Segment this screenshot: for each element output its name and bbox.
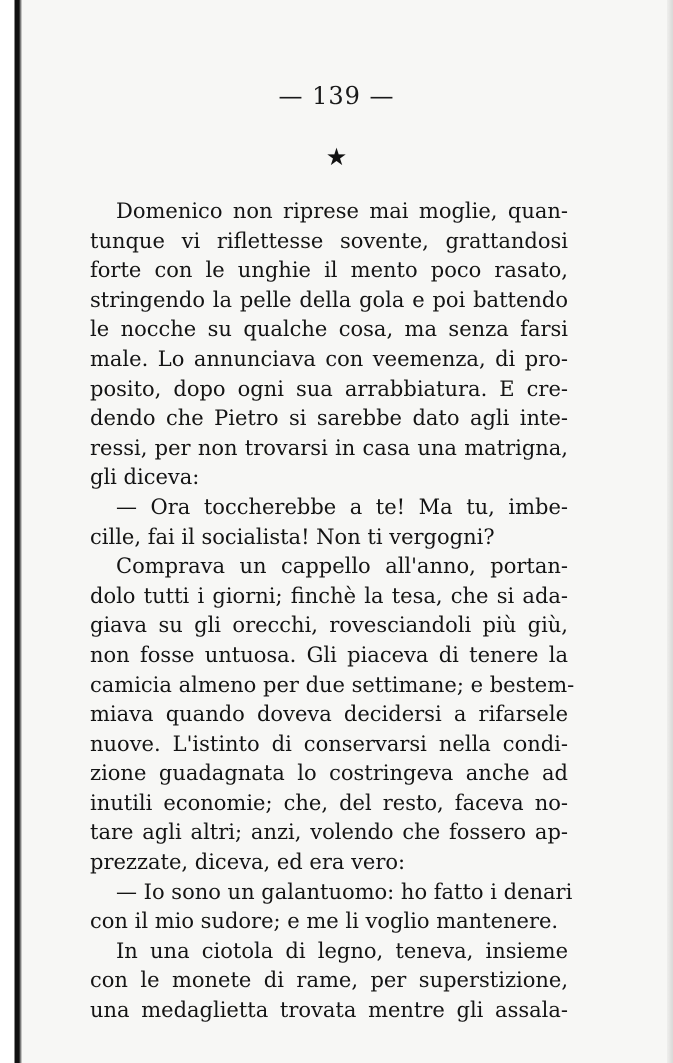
text-line: miava quando doveva decidersi a rifarsele	[90, 702, 568, 727]
text-line: con le monete di rame, per superstizione,	[90, 968, 568, 993]
text-line: inutili economie; che, del resto, faceva no-	[90, 790, 568, 815]
text-line: — Ora toccherebbe a te! Ma tu, imbe-	[116, 494, 568, 519]
text-line: una medaglietta trovata mentre gli assala-	[90, 998, 568, 1023]
text-line: cille, fai il socialista! Non ti vergogni?	[90, 524, 495, 549]
text-line: tare agli altri; anzi, volendo che fossero ap-	[90, 820, 568, 845]
text-line: giava su gli orecchi, rovesciandoli più giù,	[90, 613, 568, 638]
text-line: — Io sono un galantuomo: ho fatto i denari	[116, 879, 573, 904]
text-line: ressi, per non trovarsi in casa una matrigna,	[90, 435, 568, 460]
text-line: dendo che Pietro si sarebbe dato agli inte-	[90, 406, 568, 431]
text-line: nuove. L'istinto di conservarsi nella condi-	[90, 731, 568, 756]
text-line: gli diceva:	[90, 465, 200, 490]
body-text	[90, 197, 575, 1026]
text-line: In una ciotola di legno, teneva, insieme	[116, 938, 568, 963]
text-line: non fosse untuosa. Gli piaceva di tenere la	[90, 642, 568, 667]
star-separator-icon: ★	[325, 143, 348, 171]
page-number: — 139 —	[278, 82, 395, 110]
text-line: prezzate, diceva, ed era vero:	[90, 850, 406, 875]
text-line: zione guadagnata lo costringeva anche ad	[90, 761, 568, 786]
text-line: posito, dopo ogni sua arrabbiatura. E cre-	[90, 376, 568, 401]
text-line: stringendo la pelle della gola e poi battendo	[90, 287, 568, 312]
text-line: male. Lo annunciava con veemenza, di pro-	[90, 346, 568, 371]
text-line: tunque vi riflettesse sovente, grattandosi	[90, 228, 568, 253]
text-line: camicia almeno per due settimane; e bestem-	[90, 672, 575, 697]
text-line: dolo tutti i giorni; finchè la tesa, che si ada-	[90, 583, 568, 608]
text-line: con il mio sudore; e me li voglio mantenere.	[90, 909, 559, 934]
text-line: Comprava un cappello all'anno, portan-	[116, 554, 568, 579]
text-line: forte con le unghie il mento poco rasato,	[90, 258, 568, 283]
text-line: Domenico non riprese mai moglie, quan-	[116, 199, 568, 223]
text-line: le nocche su qualche cosa, ma senza farsi	[90, 317, 568, 342]
